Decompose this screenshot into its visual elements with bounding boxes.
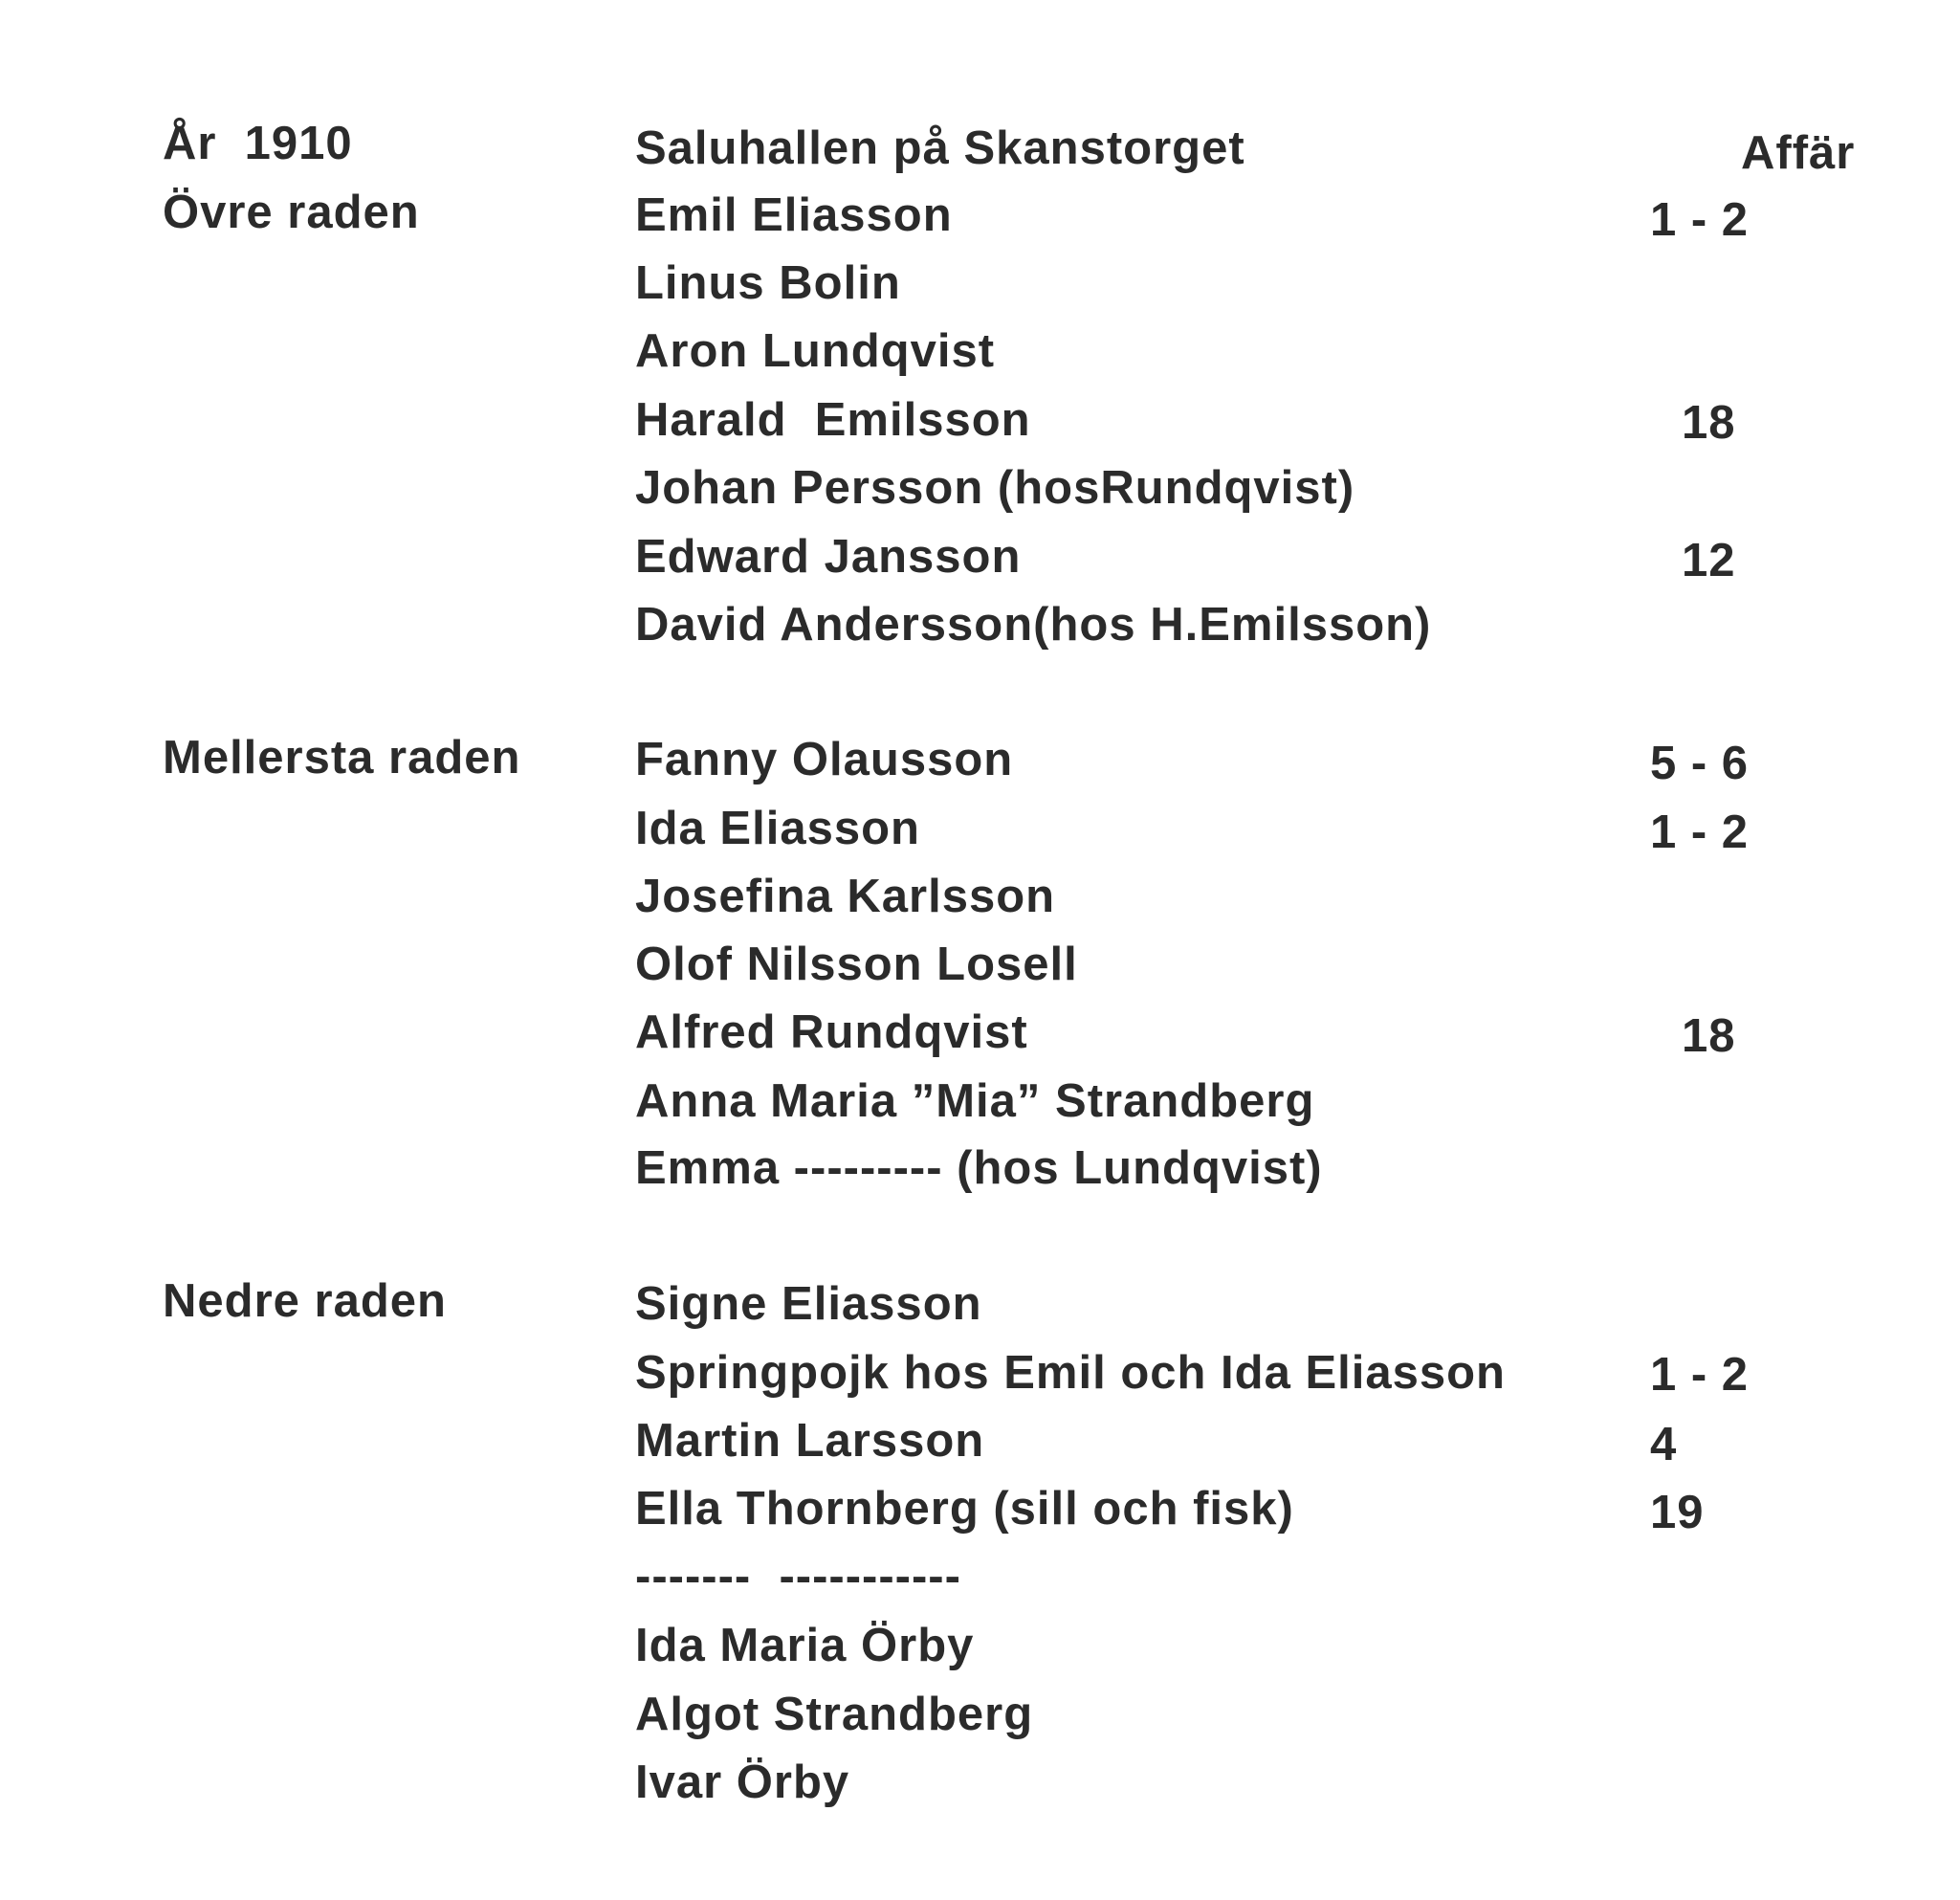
list-item: Algot Strandberg — [635, 1689, 1034, 1740]
list-item: Springpojk hos Emil och Ida Eliasson — [635, 1347, 1506, 1399]
list-item: Olof Nilsson Losell — [635, 939, 1078, 990]
list-item: Edward Jansson — [635, 531, 1022, 583]
list-item: Ella Thornberg (sill och fisk) — [635, 1483, 1294, 1535]
store-number: 1 - 2 — [1650, 1349, 1750, 1401]
store-number: 4 — [1650, 1419, 1678, 1470]
list-item: Emma --------- (hos Lundqvist) — [635, 1142, 1323, 1194]
document-title: Saluhallen på Skanstorget — [635, 122, 1245, 174]
year-label: År 1910 — [163, 118, 353, 169]
list-item: ------- ----------- — [635, 1551, 961, 1602]
list-item: Anna Maria ”Mia” Strandberg — [635, 1075, 1315, 1127]
store-number: 5 - 6 — [1650, 738, 1750, 789]
list-item: Ivar Örby — [635, 1756, 850, 1808]
list-item: Signe Eliasson — [635, 1278, 982, 1330]
list-item: Fanny Olausson — [635, 734, 1014, 785]
section-label-ovre: Övre raden — [163, 187, 420, 238]
list-item: Josefina Karlsson — [635, 871, 1056, 922]
list-item: Emil Eliasson — [635, 189, 953, 241]
section-label-nedre: Nedre raden — [163, 1275, 447, 1327]
store-number: 1 - 2 — [1650, 806, 1750, 858]
list-item: Linus Bolin — [635, 257, 901, 309]
section-label-mellersta: Mellersta raden — [163, 732, 521, 784]
store-number: 18 — [1682, 397, 1736, 449]
list-item: Harald Emilsson — [635, 394, 1031, 446]
list-item: Ida Maria Örby — [635, 1620, 975, 1671]
store-number: 19 — [1650, 1487, 1705, 1538]
list-item: Johan Persson (hosRundqvist) — [635, 462, 1355, 514]
store-number: 1 - 2 — [1650, 194, 1750, 246]
list-item: David Andersson(hos H.Emilsson) — [635, 599, 1432, 651]
list-item: Aron Lundqvist — [635, 325, 996, 377]
list-item: Ida Eliasson — [635, 803, 920, 854]
store-number: 12 — [1682, 535, 1736, 586]
store-column-header: Affär — [1741, 127, 1856, 179]
store-number: 18 — [1682, 1010, 1736, 1062]
list-item: Martin Larsson — [635, 1415, 985, 1467]
list-item: Alfred Rundqvist — [635, 1006, 1028, 1058]
